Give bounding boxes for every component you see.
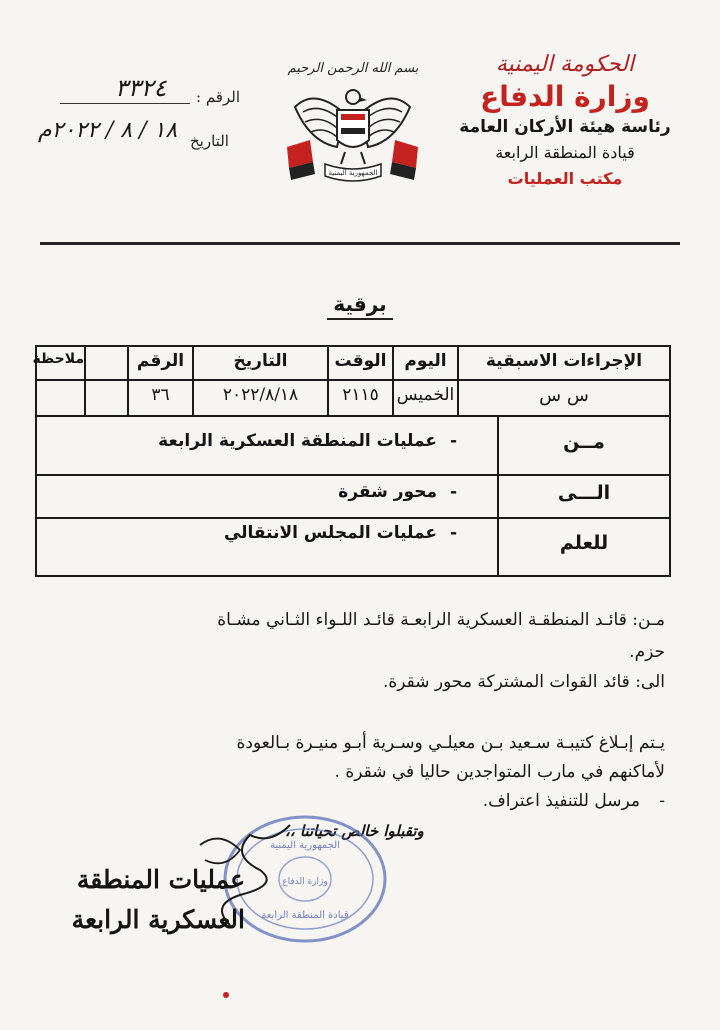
body-from-line-1: مـن: قائـد المنطقـة العسكرية الرابعـة قائـد اللـواء الثـاني مشـاة: [217, 610, 665, 630]
value-time: ٢١١٥: [342, 385, 379, 405]
header-time: الوقت: [334, 351, 387, 371]
ministry-name: وزارة الدفاع: [480, 80, 650, 113]
table-rule: [37, 474, 669, 476]
government-name: الحكومة اليمنية: [495, 52, 635, 77]
header-date: التاريخ: [233, 351, 288, 371]
body-message-line-1: يـتم إبـلاغ كتيبـة سـعيد بـن معيلـي وسـرية أبـو منيـرة بـالعودة: [236, 733, 665, 753]
office-name: مكتب العمليات: [507, 169, 623, 188]
letterhead-ministry-block: [450, 50, 680, 192]
emblem-banner-text: الجمهورية اليمنية: [328, 169, 378, 177]
signature-line-1: عمليات المنطقة: [76, 865, 245, 894]
row-text-cc: عمليات المجلس الانتقالي: [223, 523, 437, 543]
general-staff-name: رئاسة هيئة الأركان العامة: [459, 117, 671, 137]
stamp-text-bottom: قيادة المنطقة الرابعة: [261, 910, 349, 921]
row-label-to: الـــى: [557, 482, 611, 504]
header-divider: [40, 242, 680, 245]
table-rule: [37, 379, 669, 381]
body-message-line-3: مرسل للتنفيذ اعتراف.: [482, 791, 640, 811]
value-number: ٣٦: [151, 385, 170, 405]
handwritten-signature: [170, 815, 310, 935]
date-value: ١٨ / ٨ / ٢٠٢٢م: [38, 118, 178, 143]
body-from-line-2: حزم.: [629, 642, 665, 662]
header-prior-actions: الإجراءات الاسبقية: [485, 351, 643, 371]
national-emblem: [275, 52, 430, 192]
number-underline: [60, 103, 190, 104]
row-label-cc: للعلم: [559, 532, 609, 554]
telegram-table: [32, 345, 671, 577]
body-bullet: -: [659, 791, 665, 811]
header-note: ملاحظة: [32, 351, 84, 367]
table-rule: [84, 347, 86, 415]
stamp-text-top: الجمهورية اليمنية: [269, 840, 341, 851]
body-to-line: الى: قائد القوات المشتركة محور شقرة.: [382, 672, 665, 692]
header-day: اليوم: [404, 351, 447, 371]
row-dash-from: -: [449, 431, 457, 451]
signature-line-2: العسكرية الرابعة: [71, 905, 245, 934]
row-dash-to: -: [449, 482, 457, 502]
stamp-text-mid: وزارة الدفاع: [282, 877, 328, 887]
number-label: الرقم :: [196, 88, 240, 106]
value-date: ٢٠٢٢/٨/١٨: [222, 385, 299, 405]
value-day: الخميس: [396, 385, 455, 405]
red-ink-dot: [223, 992, 229, 998]
value-prior-actions: س س: [539, 385, 589, 406]
number-value: ٣٣٢٤: [115, 74, 167, 102]
basmala-text: بسم الله الرحمن الرحيم: [287, 61, 419, 76]
body-message-line-2: لأماكنهم في مارب المتواجدين حاليا في شقرة .: [334, 762, 665, 782]
row-text-from: عمليات المنطقة العسكرية الرابعة: [158, 431, 437, 451]
table-rule: [37, 415, 669, 417]
header-number: الرقم: [136, 351, 185, 371]
row-label-from: مــن: [563, 431, 605, 453]
row-dash-cc: -: [449, 523, 457, 543]
date-label: التاريخ: [190, 132, 229, 150]
closing-greeting: وتقبلوا خالص تحياتنا ،،: [285, 822, 424, 840]
table-rule: [37, 517, 669, 519]
document-title: برقية: [0, 292, 720, 316]
eagle-emblem-icon: [275, 52, 430, 192]
regional-command-name: قيادة المنطقة الرابعة: [495, 143, 635, 162]
row-text-to: محور شقرة: [338, 482, 437, 502]
